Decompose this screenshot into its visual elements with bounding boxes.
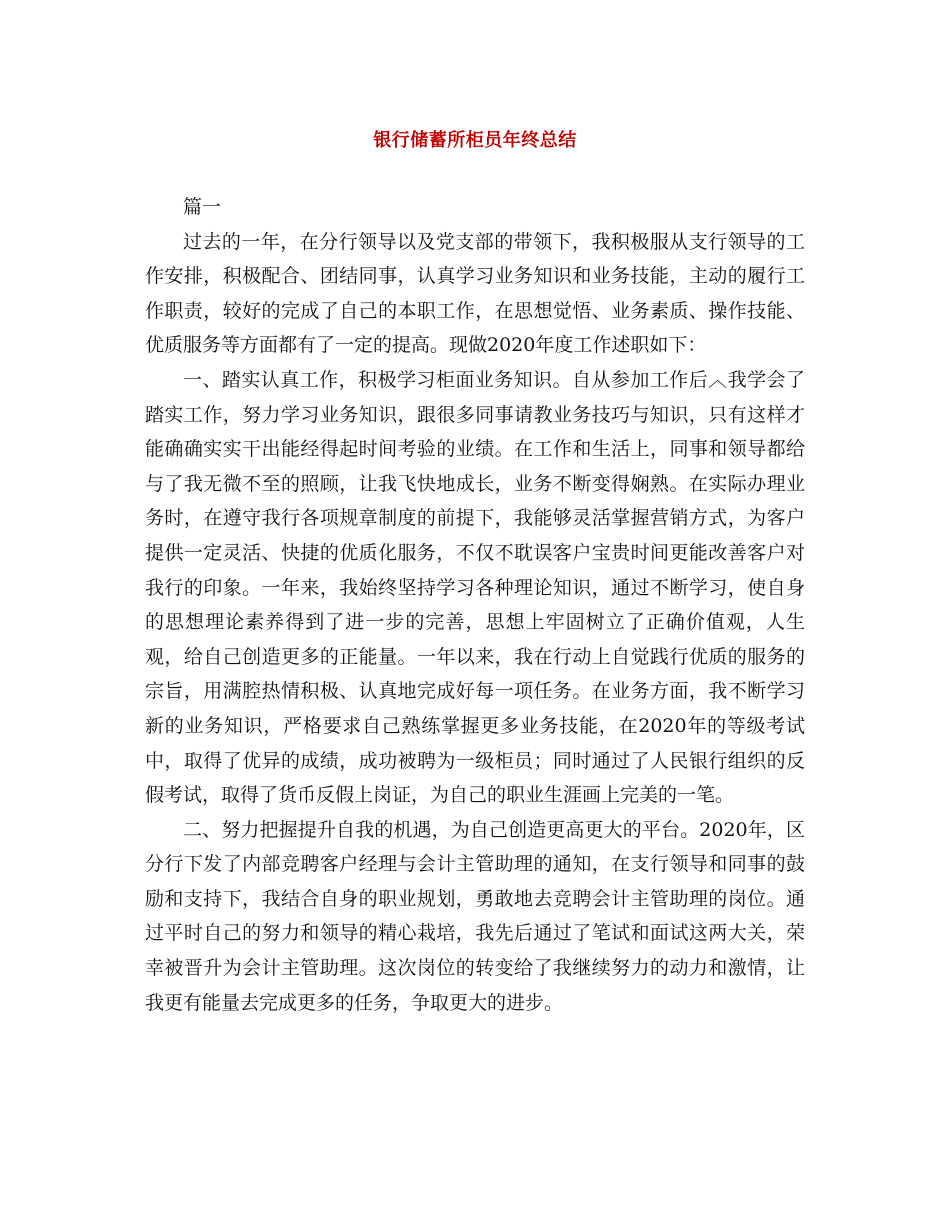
section-label: 篇一: [183, 196, 222, 218]
document-title: 银行储蓄所柜员年终总结: [373, 130, 577, 151]
paragraph-section-one: 一、踏实认真工作，积极学习柜面业务知识。自从参加工作后︿我学会了踏实工作，努力学习业务知识，跟很多同事请教业务技巧与知识，只有这样才能确确实实干出能经得起时间考验的业绩。在工作和生活上，同事和领导都给与了我无微不至的照顾，让我飞快地成长，业务不断变得娴熟。在实际办理业务时，在遵守我行各项规章制度的前提下，我能够灵活掌握营销方式，为客户提供一定灵活、快捷的优质化服务，不仅不耽误客户宝贵时间更能改善客户对我行的印象。一年来，我始终坚持学习各种理论知识，通过不断学习，使自身的思想理论素养得到了进一步的完善，思想上牢固树立了正确价值观，人生观，给自己创造更多的正能量。一年以来，我在行动上自觉践行优质的服务的宗旨，用满腔热情积极、认真地完成好每一项任务。在业务方面，我不断学习新的业务知识，严格要求自己熟练掌握更多业务技能，在2020年的等级考试中，取得了优异的成绩，成功被聘为一级柜员；同时通过了人民银行组织的反假考试，取得了货币反假上岗证，为自己的职业生涯画上完美的一笔。: [145, 368, 805, 807]
paragraph-section-two: 二、努力把握提升自我的机遇，为自己创造更高更大的平台。2020年，区分行下发了内部竞聘客户经理与会计主管助理的通知，在支行领导和同事的鼓励和支持下，我结合自身的职业规划，勇敢地去竞聘会计主管助理的岗位。通过平时自己的努力和领导的精心栽培，我先后通过了笔试和面试这两大关，荣幸被晋升为会计主管助理。这次岗位的转变给了我继续努力的动力和激情，让我更有能量去完成更多的任务，争取更大的进步。: [145, 818, 805, 1014]
paragraph-intro: 过去的一年，在分行领导以及党支部的带领下，我积极服从支行领导的工作安排，积极配合、团结同事，认真学习业务知识和业务技能，主动的履行工作职责，较好的完成了自己的本职工作，在思想觉悟、业务素质、操作技能、优质服务等方面都有了一定的提高。现做2020年度工作述职如下：: [145, 230, 805, 357]
document-body: [145, 190, 805, 1020]
